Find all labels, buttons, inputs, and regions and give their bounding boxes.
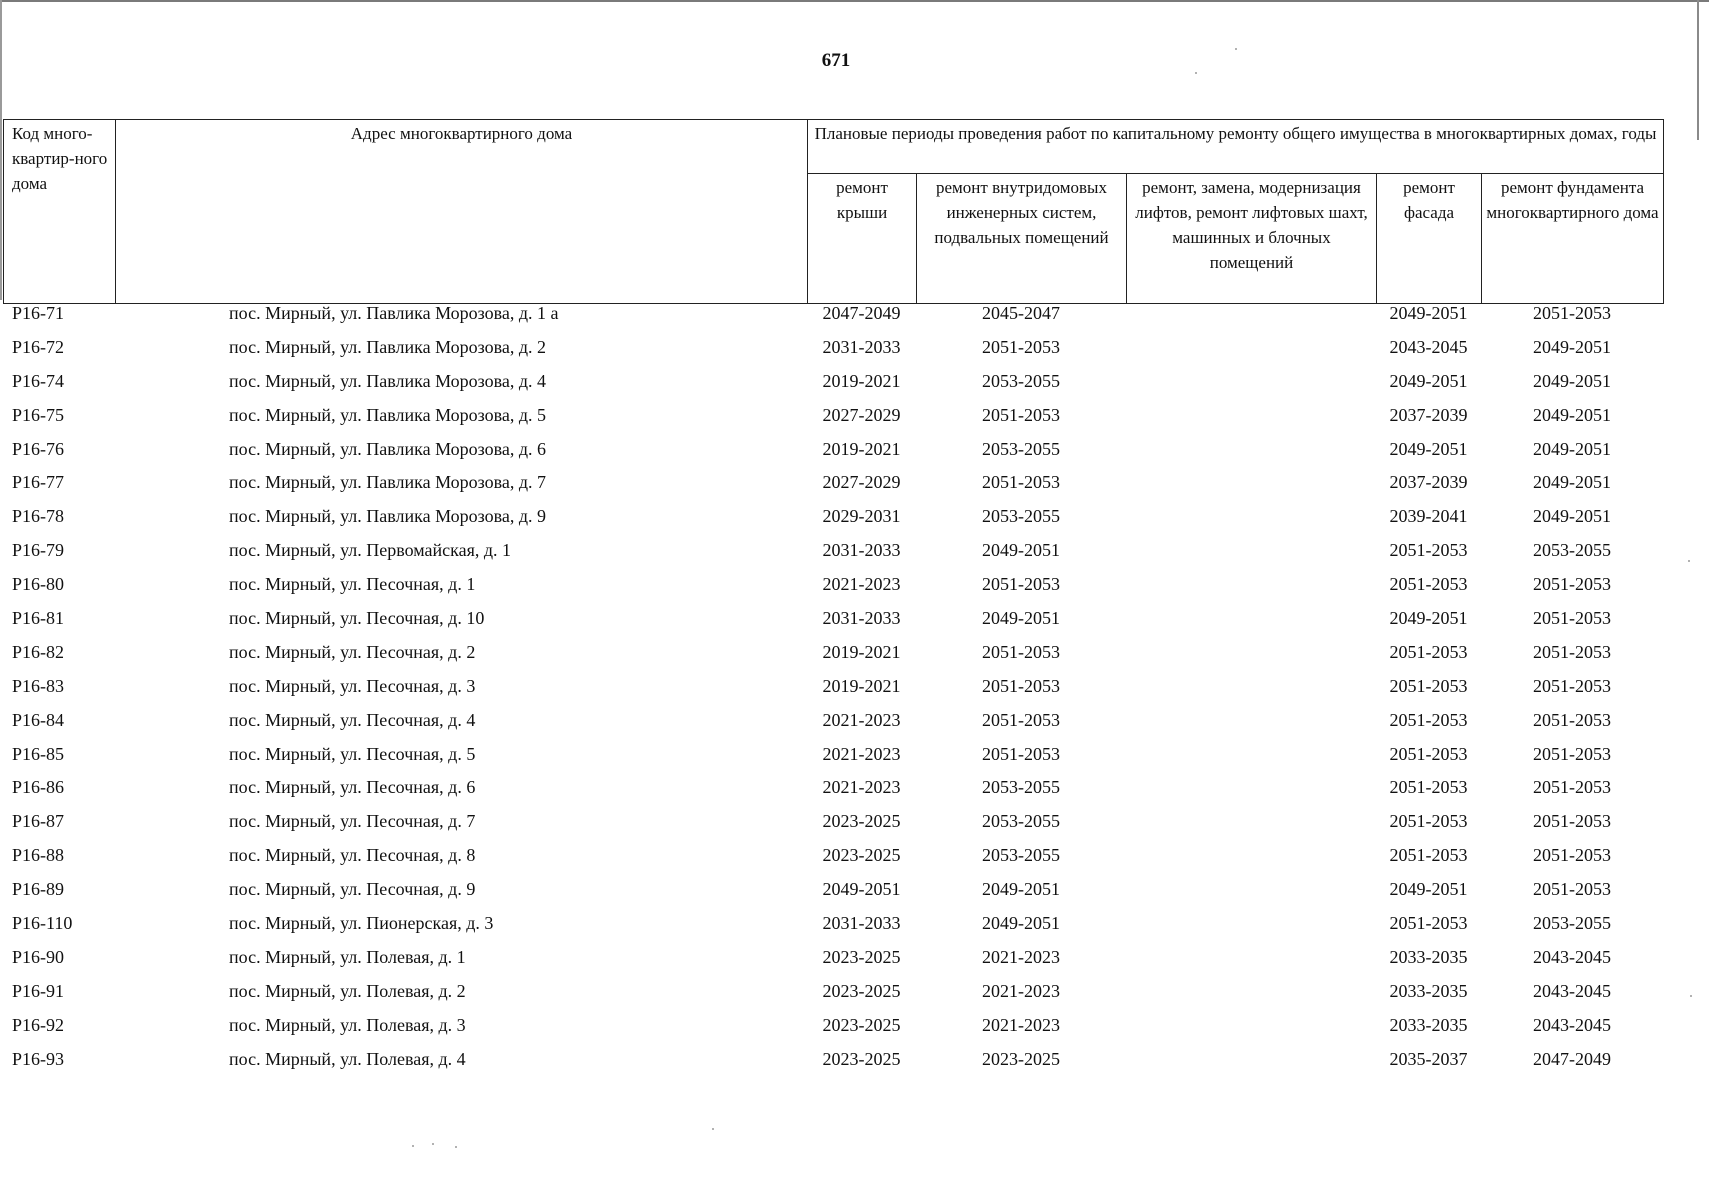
cell-foundation: 2051-2053 (1533, 879, 1611, 900)
cell-roof: 2021-2023 (822, 709, 901, 730)
cell-foundation: 2043-2045 (1533, 1014, 1611, 1035)
cell-address: пос. Мирный, ул. Песочная, д. 1 (229, 574, 476, 595)
scan-speck (1690, 995, 1692, 997)
cell-code: P16-88 (12, 845, 65, 866)
table-row (3, 744, 1663, 778)
table-row (3, 676, 1663, 710)
cell-engineering: 2051-2053 (982, 404, 1060, 425)
cell-code: P16-110 (12, 913, 73, 934)
cell-engineering: 2051-2053 (982, 709, 1060, 730)
cell-code: P16-80 (12, 574, 65, 595)
table-row (3, 405, 1663, 439)
cell-elevators (1126, 574, 1376, 608)
cell-roof: 2029-2031 (822, 506, 901, 527)
cell-roof: 2031-2033 (822, 336, 901, 357)
cell-elevators (1126, 405, 1376, 439)
cell-facade: 2051-2053 (1389, 845, 1468, 866)
cell-foundation: 2051-2053 (1533, 743, 1611, 764)
cell-code: P16-72 (12, 336, 65, 357)
cell-address: пос. Мирный, ул. Пионерская, д. 3 (229, 913, 494, 934)
cell-engineering: 2045-2047 (982, 303, 1060, 323)
cell-roof: 2023-2025 (822, 1014, 901, 1035)
cell-elevators (1126, 947, 1376, 981)
cell-elevators (1126, 777, 1376, 811)
cell-address: пос. Мирный, ул. Песочная, д. 9 (229, 879, 476, 900)
cell-engineering: 2051-2053 (982, 743, 1060, 764)
cell-engineering: 2053-2055 (982, 506, 1060, 527)
cell-engineering: 2053-2055 (982, 811, 1060, 832)
cell-engineering: 2053-2055 (982, 777, 1060, 798)
cell-code: P16-77 (12, 472, 65, 493)
cell-facade: 2035-2037 (1389, 1048, 1468, 1069)
header-engineering: ремонт внутридомовых инженерных систем, подвальных помещений (917, 174, 1127, 304)
table-body (3, 303, 1663, 1082)
cell-elevators (1126, 371, 1376, 405)
table-row (3, 303, 1663, 337)
cell-roof: 2019-2021 (822, 370, 901, 391)
scan-speck (1235, 48, 1237, 50)
cell-code: P16-87 (12, 811, 65, 832)
cell-elevators (1126, 845, 1376, 879)
cell-elevators (1126, 1049, 1376, 1083)
header-periods: Плановые периоды проведения работ по капитальному ремонту общего имущества в многоквартирных домах, годы (808, 120, 1664, 174)
cell-engineering: 2053-2055 (982, 845, 1060, 866)
cell-foundation: 2047-2049 (1533, 1048, 1611, 1069)
cell-address: пос. Мирный, ул. Полевая, д. 2 (229, 980, 466, 1001)
cell-facade: 2049-2051 (1389, 438, 1468, 459)
table-row (3, 371, 1663, 405)
table-row (3, 337, 1663, 371)
table-row (3, 879, 1663, 913)
table-header (3, 119, 1664, 304)
cell-elevators (1126, 642, 1376, 676)
cell-code: P16-75 (12, 404, 65, 425)
cell-elevators (1126, 981, 1376, 1015)
cell-address: пос. Мирный, ул. Песочная, д. 5 (229, 743, 476, 764)
cell-code: P16-92 (12, 1014, 65, 1035)
table-row (3, 439, 1663, 473)
cell-facade: 2049-2051 (1389, 370, 1468, 391)
cell-foundation: 2049-2051 (1533, 336, 1611, 357)
cell-facade: 2033-2035 (1389, 980, 1468, 1001)
cell-address: пос. Мирный, ул. Павлика Морозова, д. 5 (229, 404, 547, 425)
table-row (3, 1049, 1663, 1083)
cell-address: пос. Мирный, ул. Песочная, д. 8 (229, 845, 476, 866)
cell-facade: 2051-2053 (1389, 811, 1468, 832)
cell-code: P16-85 (12, 743, 65, 764)
header-code: Код много-квартир-ного дома (4, 120, 116, 304)
cell-facade: 2033-2035 (1389, 1014, 1468, 1035)
header-elevators: ремонт, замена, модернизация лифтов, ремонт лифтовых шахт, машинных и блочных помещений (1127, 174, 1377, 304)
cell-address: пос. Мирный, ул. Песочная, д. 6 (229, 777, 476, 798)
page-number: 671 (821, 50, 851, 71)
cell-address: пос. Мирный, ул. Павлика Морозова, д. 6 (229, 438, 547, 459)
cell-engineering: 2051-2053 (982, 336, 1060, 357)
cell-engineering: 2021-2023 (982, 946, 1060, 967)
cell-elevators (1126, 710, 1376, 744)
cell-engineering: 2049-2051 (982, 879, 1060, 900)
cell-foundation: 2051-2053 (1533, 811, 1611, 832)
cell-engineering: 2049-2051 (982, 913, 1060, 934)
cell-roof: 2021-2023 (822, 574, 901, 595)
cell-foundation: 2051-2053 (1533, 574, 1611, 595)
cell-roof: 2023-2025 (822, 845, 901, 866)
cell-facade: 2051-2053 (1389, 777, 1468, 798)
cell-roof: 2019-2021 (822, 641, 901, 662)
cell-address: пос. Мирный, ул. Первомайская, д. 1 (229, 540, 512, 561)
scan-speck (432, 1143, 434, 1145)
cell-elevators (1126, 744, 1376, 778)
cell-code: P16-79 (12, 540, 65, 561)
cell-elevators (1126, 811, 1376, 845)
header-roof: ремонт крыши (808, 174, 917, 304)
cell-foundation: 2051-2053 (1533, 608, 1611, 629)
table-row (3, 710, 1663, 744)
cell-facade: 2051-2053 (1389, 709, 1468, 730)
data-table (3, 303, 1663, 1082)
table-row (3, 642, 1663, 676)
table-row (3, 811, 1663, 845)
cell-facade: 2033-2035 (1389, 946, 1468, 967)
cell-code: P16-89 (12, 879, 65, 900)
cell-code: P16-74 (12, 370, 65, 391)
cell-code: P16-84 (12, 709, 65, 730)
cell-roof: 2027-2029 (822, 404, 901, 425)
cell-facade: 2043-2045 (1389, 336, 1468, 357)
cell-foundation: 2049-2051 (1533, 404, 1611, 425)
scan-speck (1688, 560, 1690, 562)
page-frame-top-line (0, 0, 1709, 2)
cell-code: P16-91 (12, 980, 65, 1001)
cell-facade: 2039-2041 (1389, 506, 1468, 527)
cell-engineering: 2021-2023 (982, 1014, 1060, 1035)
scan-speck (712, 1128, 714, 1130)
cell-roof: 2021-2023 (822, 777, 901, 798)
cell-engineering: 2023-2025 (982, 1048, 1060, 1069)
cell-foundation: 2051-2053 (1533, 675, 1611, 696)
cell-engineering: 2049-2051 (982, 540, 1060, 561)
cell-code: P16-78 (12, 506, 65, 527)
cell-facade: 2051-2053 (1389, 574, 1468, 595)
table-row (3, 913, 1663, 947)
cell-facade: 2049-2051 (1389, 879, 1468, 900)
cell-foundation: 2049-2051 (1533, 438, 1611, 459)
cell-roof: 2049-2051 (822, 879, 901, 900)
table-row (3, 472, 1663, 506)
cell-foundation: 2049-2051 (1533, 370, 1611, 391)
cell-address: пос. Мирный, ул. Павлика Морозова, д. 1 а (229, 303, 559, 323)
cell-address: пос. Мирный, ул. Павлика Морозова, д. 9 (229, 506, 547, 527)
cell-facade: 2051-2053 (1389, 743, 1468, 764)
page-frame-left-line (0, 0, 2, 300)
cell-elevators (1126, 337, 1376, 371)
table-row (3, 608, 1663, 642)
cell-address: пос. Мирный, ул. Песочная, д. 4 (229, 709, 476, 730)
table-row (3, 777, 1663, 811)
cell-elevators (1126, 1015, 1376, 1049)
header-address: Адрес многоквартирного дома (116, 120, 808, 304)
cell-roof: 2031-2033 (822, 913, 901, 934)
cell-foundation: 2053-2055 (1533, 913, 1611, 934)
cell-engineering: 2053-2055 (982, 370, 1060, 391)
cell-facade: 2051-2053 (1389, 675, 1468, 696)
cell-elevators (1126, 472, 1376, 506)
cell-roof: 2019-2021 (822, 675, 901, 696)
cell-engineering: 2049-2051 (982, 608, 1060, 629)
cell-foundation: 2051-2053 (1533, 845, 1611, 866)
table-row (3, 845, 1663, 879)
cell-elevators (1126, 540, 1376, 574)
cell-address: пос. Мирный, ул. Полевая, д. 1 (229, 946, 466, 967)
cell-code: P16-82 (12, 641, 65, 662)
table-row (3, 540, 1663, 574)
scan-speck (1195, 72, 1197, 74)
cell-elevators (1126, 879, 1376, 913)
cell-foundation: 2049-2051 (1533, 472, 1611, 493)
cell-foundation: 2049-2051 (1533, 506, 1611, 527)
cell-facade: 2049-2051 (1389, 608, 1468, 629)
cell-elevators (1126, 676, 1376, 710)
cell-roof: 2019-2021 (822, 438, 901, 459)
cell-elevators (1126, 608, 1376, 642)
header-foundation: ремонт фундамента многоквартирного дома (1482, 174, 1664, 304)
cell-elevators (1126, 913, 1376, 947)
cell-code: P16-76 (12, 438, 65, 459)
cell-address: пос. Мирный, ул. Полевая, д. 4 (229, 1048, 466, 1069)
cell-facade: 2037-2039 (1389, 404, 1468, 425)
cell-engineering: 2051-2053 (982, 574, 1060, 595)
cell-facade: 2037-2039 (1389, 472, 1468, 493)
cell-facade: 2051-2053 (1389, 913, 1468, 934)
cell-roof: 2031-2033 (822, 608, 901, 629)
table-row (3, 981, 1663, 1015)
page-frame-right-line (1697, 0, 1699, 140)
cell-code: P16-83 (12, 675, 65, 696)
table-row (3, 506, 1663, 540)
cell-foundation: 2043-2045 (1533, 946, 1611, 967)
cell-engineering: 2051-2053 (982, 641, 1060, 662)
table-row (3, 574, 1663, 608)
cell-elevators (1126, 303, 1376, 337)
cell-elevators (1126, 439, 1376, 473)
cell-roof: 2023-2025 (822, 811, 901, 832)
cell-engineering: 2053-2055 (982, 438, 1060, 459)
scan-speck (412, 1145, 414, 1147)
cell-facade: 2051-2053 (1389, 641, 1468, 662)
cell-address: пос. Мирный, ул. Павлика Морозова, д. 7 (229, 472, 547, 493)
cell-facade: 2049-2051 (1389, 303, 1468, 323)
cell-roof: 2023-2025 (822, 1048, 901, 1069)
cell-foundation: 2051-2053 (1533, 641, 1611, 662)
cell-foundation: 2051-2053 (1533, 709, 1611, 730)
cell-address: пос. Мирный, ул. Песочная, д. 2 (229, 641, 476, 662)
cell-code: P16-90 (12, 946, 65, 967)
cell-engineering: 2051-2053 (982, 675, 1060, 696)
cell-address: пос. Мирный, ул. Песочная, д. 3 (229, 675, 476, 696)
cell-elevators (1126, 506, 1376, 540)
cell-address: пос. Мирный, ул. Песочная, д. 7 (229, 811, 476, 832)
cell-address: пос. Мирный, ул. Полевая, д. 3 (229, 1014, 466, 1035)
cell-engineering: 2051-2053 (982, 472, 1060, 493)
table-row (3, 947, 1663, 981)
cell-address: пос. Мирный, ул. Павлика Морозова, д. 2 (229, 336, 547, 357)
cell-roof: 2031-2033 (822, 540, 901, 561)
cell-code: P16-71 (12, 303, 65, 323)
table-row (3, 1015, 1663, 1049)
cell-roof: 2021-2023 (822, 743, 901, 764)
cell-foundation: 2051-2053 (1533, 303, 1611, 323)
cell-roof: 2047-2049 (822, 303, 901, 323)
cell-code: P16-81 (12, 608, 65, 629)
cell-foundation: 2053-2055 (1533, 540, 1611, 561)
cell-address: пос. Мирный, ул. Песочная, д. 10 (229, 608, 485, 629)
cell-foundation: 2043-2045 (1533, 980, 1611, 1001)
cell-engineering: 2021-2023 (982, 980, 1060, 1001)
cell-address: пос. Мирный, ул. Павлика Морозова, д. 4 (229, 370, 547, 391)
cell-foundation: 2051-2053 (1533, 777, 1611, 798)
cell-code: P16-86 (12, 777, 65, 798)
cell-roof: 2027-2029 (822, 472, 901, 493)
cell-roof: 2023-2025 (822, 946, 901, 967)
cell-code: P16-93 (12, 1048, 65, 1069)
cell-roof: 2023-2025 (822, 980, 901, 1001)
scan-speck (455, 1146, 457, 1148)
cell-facade: 2051-2053 (1389, 540, 1468, 561)
header-facade: ремонт фасада (1377, 174, 1482, 304)
